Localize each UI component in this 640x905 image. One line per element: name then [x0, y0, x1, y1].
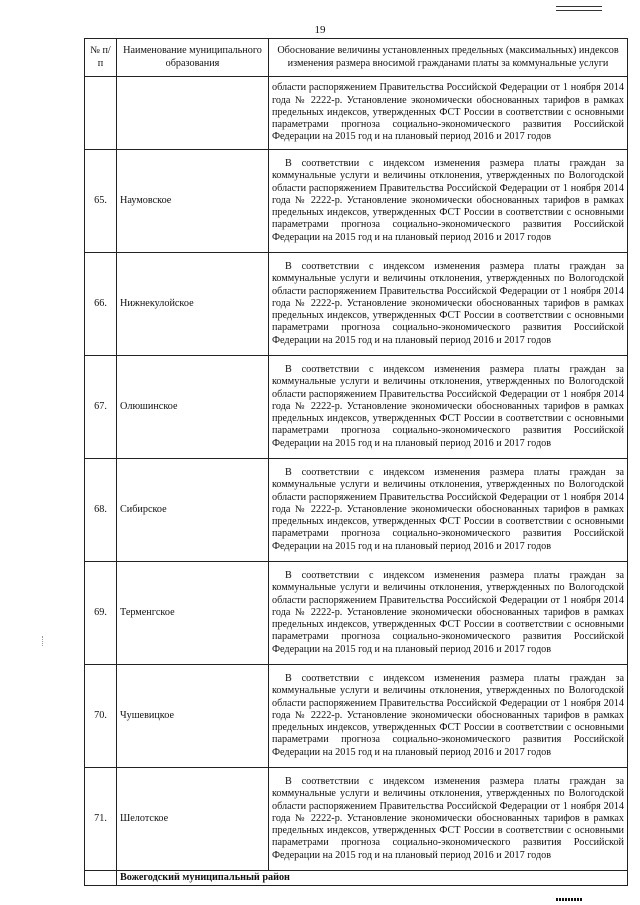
continuation-number-cell: [85, 77, 117, 150]
municipality-name: Чушевицкое: [117, 665, 269, 768]
table-row: [85, 665, 628, 768]
justification-text: В соответствии с индексом изменения размера платы граждан за коммунальные услуги и величины отклонения, утвержденных по Вологодской области распоряжением Правительства Российской Федерации от 1 ноября 2014 года № 2222-р. Установление экономически обоснованных тарифов в рамках предельных индексов, утвержденных ФСТ России в соответствии с основными параметрами прогноза социально-экономического развития Российской Федерации на 2015 год и на плановый период 2016 и 2017 годов: [272, 260, 624, 346]
justification-cell: [269, 150, 628, 253]
justification-cell: [269, 459, 628, 562]
municipality-name: Сибирское: [117, 459, 269, 562]
table-row: [85, 768, 628, 871]
row-number: 65.: [85, 150, 117, 253]
justification-cell: [269, 253, 628, 356]
row-number: 71.: [85, 768, 117, 871]
row-number: 70.: [85, 665, 117, 768]
row-number: 66.: [85, 253, 117, 356]
district-number-cell: [85, 871, 117, 886]
justification-text: В соответствии с индексом изменения размера платы граждан за коммунальные услуги и величины отклонения, утвержденных по Вологодской области распоряжением Правительства Российской Федерации от 1 ноября 2014 года № 2222-р. Установление экономически обоснованных тарифов в рамках предельных индексов, утвержденных ФСТ России в соответствии с основными параметрами прогноза социально-экономического развития Российской Федерации на 2015 год и на плановый период 2016 и 2017 годов: [272, 363, 624, 449]
continuation-text: области распоряжением Правительства Российской Федерации от 1 ноября 2014 года № 2222-р. Установление экономически обоснованных тарифов в рамках предельных индексов, утвержденных ФСТ России в соответствии с основными параметрами прогноза социально-экономического развития Российской Федерации на 2015 год и на плановый период 2016 и 2017 годов: [269, 77, 628, 150]
tariff-index-table: [84, 38, 628, 886]
district-heading-row: [85, 871, 628, 886]
table-header-row: [85, 39, 628, 77]
scan-edge-mark: [556, 6, 602, 11]
municipality-name: Терменгское: [117, 562, 269, 665]
table-row: [85, 562, 628, 665]
header-municipality: Наименование муниципального образования: [117, 39, 269, 77]
justification-cell: [269, 768, 628, 871]
municipality-name: Нижнекулойское: [117, 253, 269, 356]
district-heading: Вожегодский муниципальный район: [117, 871, 628, 886]
justification-cell: [269, 562, 628, 665]
row-number: 67.: [85, 356, 117, 459]
table-row: [85, 150, 628, 253]
municipality-name: Наумовское: [117, 150, 269, 253]
justification-text: В соответствии с индексом изменения размера платы граждан за коммунальные услуги и величины отклонения, утвержденных по Вологодской области распоряжением Правительства Российской Федерации от 1 ноября 2014 года № 2222-р. Установление экономически обоснованных тарифов в рамках предельных индексов, утвержденных ФСТ России в соответствии с основными параметрами прогноза социально-экономического развития Российской Федерации на 2015 год и на плановый период 2016 и 2017 годов: [272, 569, 624, 655]
justification-text: В соответствии с индексом изменения размера платы граждан за коммунальные услуги и величины отклонения, утвержденных по Вологодской области распоряжением Правительства Российской Федерации от 1 ноября 2014 года № 2222-р. Установление экономически обоснованных тарифов в рамках предельных индексов, утвержденных ФСТ России в соответствии с основными параметрами прогноза социально-экономического развития Российской Федерации на 2015 год и на плановый период 2016 и 2017 годов: [272, 157, 624, 243]
justification-cell: [269, 665, 628, 768]
justification-cell: [269, 356, 628, 459]
scan-barcode-mark: [556, 898, 582, 901]
header-number: № п/п: [85, 39, 117, 77]
justification-text: В соответствии с индексом изменения размера платы граждан за коммунальные услуги и величины отклонения, утвержденных по Вологодской области распоряжением Правительства Российской Федерации от 1 ноября 2014 года № 2222-р. Установление экономически обоснованных тарифов в рамках предельных индексов, утвержденных ФСТ России в соответствии с основными параметрами прогноза социально-экономического развития Российской Федерации на 2015 год и на плановый период 2016 и 2017 годов: [272, 672, 624, 758]
table-row: [85, 356, 628, 459]
justification-text: В соответствии с индексом изменения размера платы граждан за коммунальные услуги и величины отклонения, утвержденных по Вологодской области распоряжением Правительства Российской Федерации от 1 ноября 2014 года № 2222-р. Установление экономически обоснованных тарифов в рамках предельных индексов, утвержденных ФСТ России в соответствии с основными параметрами прогноза социально-экономического развития Российской Федерации на 2015 год и на плановый период 2016 и 2017 годов: [272, 466, 624, 552]
table-row: [85, 253, 628, 356]
justification-text: В соответствии с индексом изменения размера платы граждан за коммунальные услуги и величины отклонения, утвержденных по Вологодской области распоряжением Правительства Российской Федерации от 1 ноября 2014 года № 2222-р. Установление экономически обоснованных тарифов в рамках предельных индексов, утвержденных ФСТ России в соответствии с основными параметрами прогноза социально-экономического развития Российской Федерации на 2015 год и на плановый период 2016 и 2017 годов: [272, 775, 624, 861]
table-row: [85, 459, 628, 562]
continuation-name-cell: [117, 77, 269, 150]
municipality-name: Шелотское: [117, 768, 269, 871]
row-number: 68.: [85, 459, 117, 562]
table-row-continuation: [85, 77, 628, 150]
scan-margin-mark: [42, 636, 45, 646]
row-number: 69.: [85, 562, 117, 665]
municipality-name: Олюшинское: [117, 356, 269, 459]
page-number: 19: [314, 24, 326, 36]
header-justification: Обоснование величины установленных предельных (максимальных) индексов изменения размера вносимой гражданами платы за коммунальные услуги: [269, 39, 628, 77]
